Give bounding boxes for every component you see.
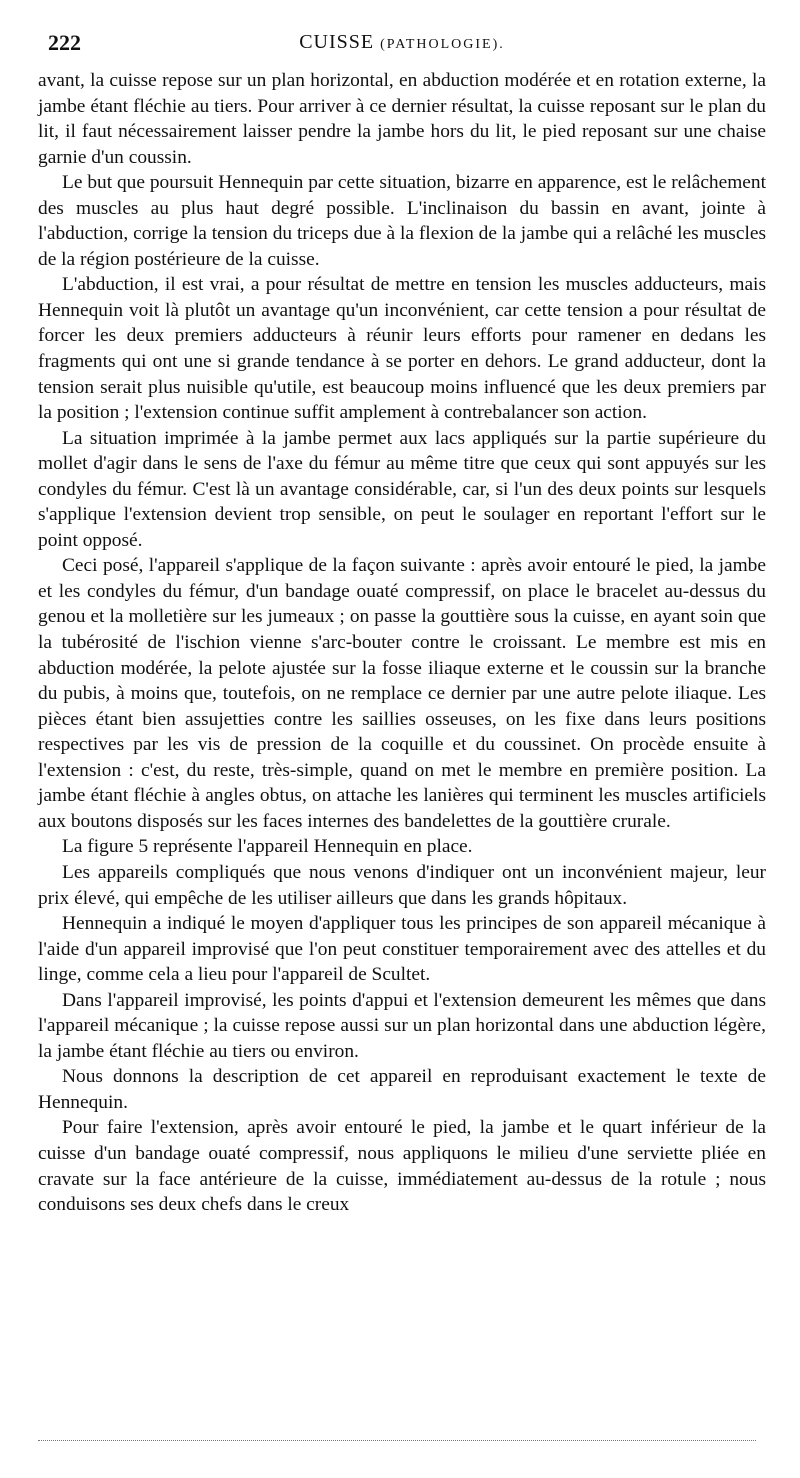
paragraph: Hennequin a indiqué le moyen d'appliquer tous les principes de son appareil mécanique à l'aide d'un appareil improvisé que l'on peut constituer temporairement avec des attelles et du linge, comme cela a lieu pour l'appareil de Scultet. bbox=[38, 913, 766, 986]
document-page bbox=[38, 30, 766, 1218]
page-number: 222 bbox=[48, 30, 81, 55]
paragraph: Dans l'appareil improvisé, les points d'appui et l'extension demeurent les mêmes que dans l'appareil mécanique ; la cuisse repose aussi sur un plan horizontal dans une abduction légère, la jambe étant fléchie au tiers ou environ. bbox=[38, 989, 766, 1062]
paragraph: Pour faire l'extension, après avoir entouré le pied, la jambe et le quart inférieur de la cuisse d'un bandage ouaté compressif, nous appliquons le milieu d'une serviette pliée en cravate sur la face antérieure de la cuisse, immédiatement au-dessus de la rotule ; nous conduisons ses deux chefs dans le creux bbox=[38, 1117, 766, 1216]
paragraph: Le but que poursuit Hennequin par cette situation, bizarre en apparence, est le relâchement des muscles au plus haut degré possible. L'inclinaison du bassin en avant, jointe à l'abduction, corrige la tension du triceps due à la flexion de la jambe qui a relâché les muscles de la région postérieure de la cuisse. bbox=[38, 172, 766, 270]
paragraph: La situation imprimée à la jambe permet aux lacs appliqués sur la partie supérieure du mollet d'agir dans le sens de l'axe du fémur au même titre que ceux qui sont appuyés sur les condyles du fémur. C'est là un avantage considérable, car, si l'un des deux points sur lesquels s'applique l'extension devient trop sensible, on peut le soulager en reportant l'effort sur le point opposé. bbox=[38, 427, 766, 551]
page-header bbox=[38, 30, 766, 56]
running-head bbox=[38, 31, 766, 54]
paragraph: Nous donnons la description de cet appareil en reproduisant exactement le texte de Hennequin. bbox=[38, 1066, 766, 1113]
footer-rule bbox=[38, 1440, 756, 1441]
paragraph: L'abduction, il est vrai, a pour résultat de mettre en tension les muscles adducteurs, mais Hennequin voit là plutôt un avantage qu'un inconvénient, car cette tension a pour résultat de forcer les deux premiers adducteurs à réunir leurs efforts pour ramener en dedans les fragments qui ont une si grande tendance à se porter en dehors. Le grand adducteur, dont la tension serait plus nuisible qu'utile, est beaucoup moins influencé que les deux premiers par la position ; l'extension continue suffit amplement à contrebalancer son action. bbox=[38, 274, 766, 424]
running-head-subtitle: (PATHOLOGIE). bbox=[380, 37, 505, 52]
paragraph: La figure 5 représente l'appareil Hennequin en place. bbox=[62, 836, 473, 858]
paragraph: avant, la cuisse repose sur un plan horizontal, en abduction modérée et en rotation externe, la jambe étant fléchie au tiers. Pour arriver à ce dernier résultat, la cuisse reposant sur le plan du lit, il faut nécessairement laisser pendre la jambe hors du lit, le pied reposant sur une chaise garnie d'un coussin. bbox=[38, 70, 766, 168]
paragraph: Ceci posé, l'appareil s'applique de la façon suivante : après avoir entouré le pied, la jambe et les condyles du fémur, d'un bandage ouaté compressif, on place le bracelet au-dessus du genou et la molletière sur les jumeaux ; on passe la gouttière sous la cuisse, en ayant soin que la tubérosité de l'ischion vienne s'arc-bouter contre le croissant. Le membre est mis en abduction modérée, la pelote ajustée sur la fosse iliaque externe et le coussin sur la branche du pubis, à moins que, toutefois, on ne remplace ce dernier par une autre pelote iliaque. Les pièces étant bien assujetties contre les saillies osseuses, on les fixe dans leurs positions respectives par les vis de pression de la coquille et du coussinet. On procède ensuite à l'extension : c'est, du reste, très-simple, quand on met le membre en première position. La jambe étant fléchie à angles obtus, on attache les lanières qui terminent les muscles artificiels aux boutons disposés sur les faces internes des bandelettes de la gouttière crurale. bbox=[38, 555, 766, 832]
running-head-title: CUISSE bbox=[299, 31, 375, 53]
body-text bbox=[38, 68, 766, 1218]
paragraph: Les appareils compliqués que nous venons d'indiquer ont un inconvénient majeur, leur prix élevé, qui empêche de les utiliser ailleurs que dans les grands hôpitaux. bbox=[38, 861, 766, 909]
